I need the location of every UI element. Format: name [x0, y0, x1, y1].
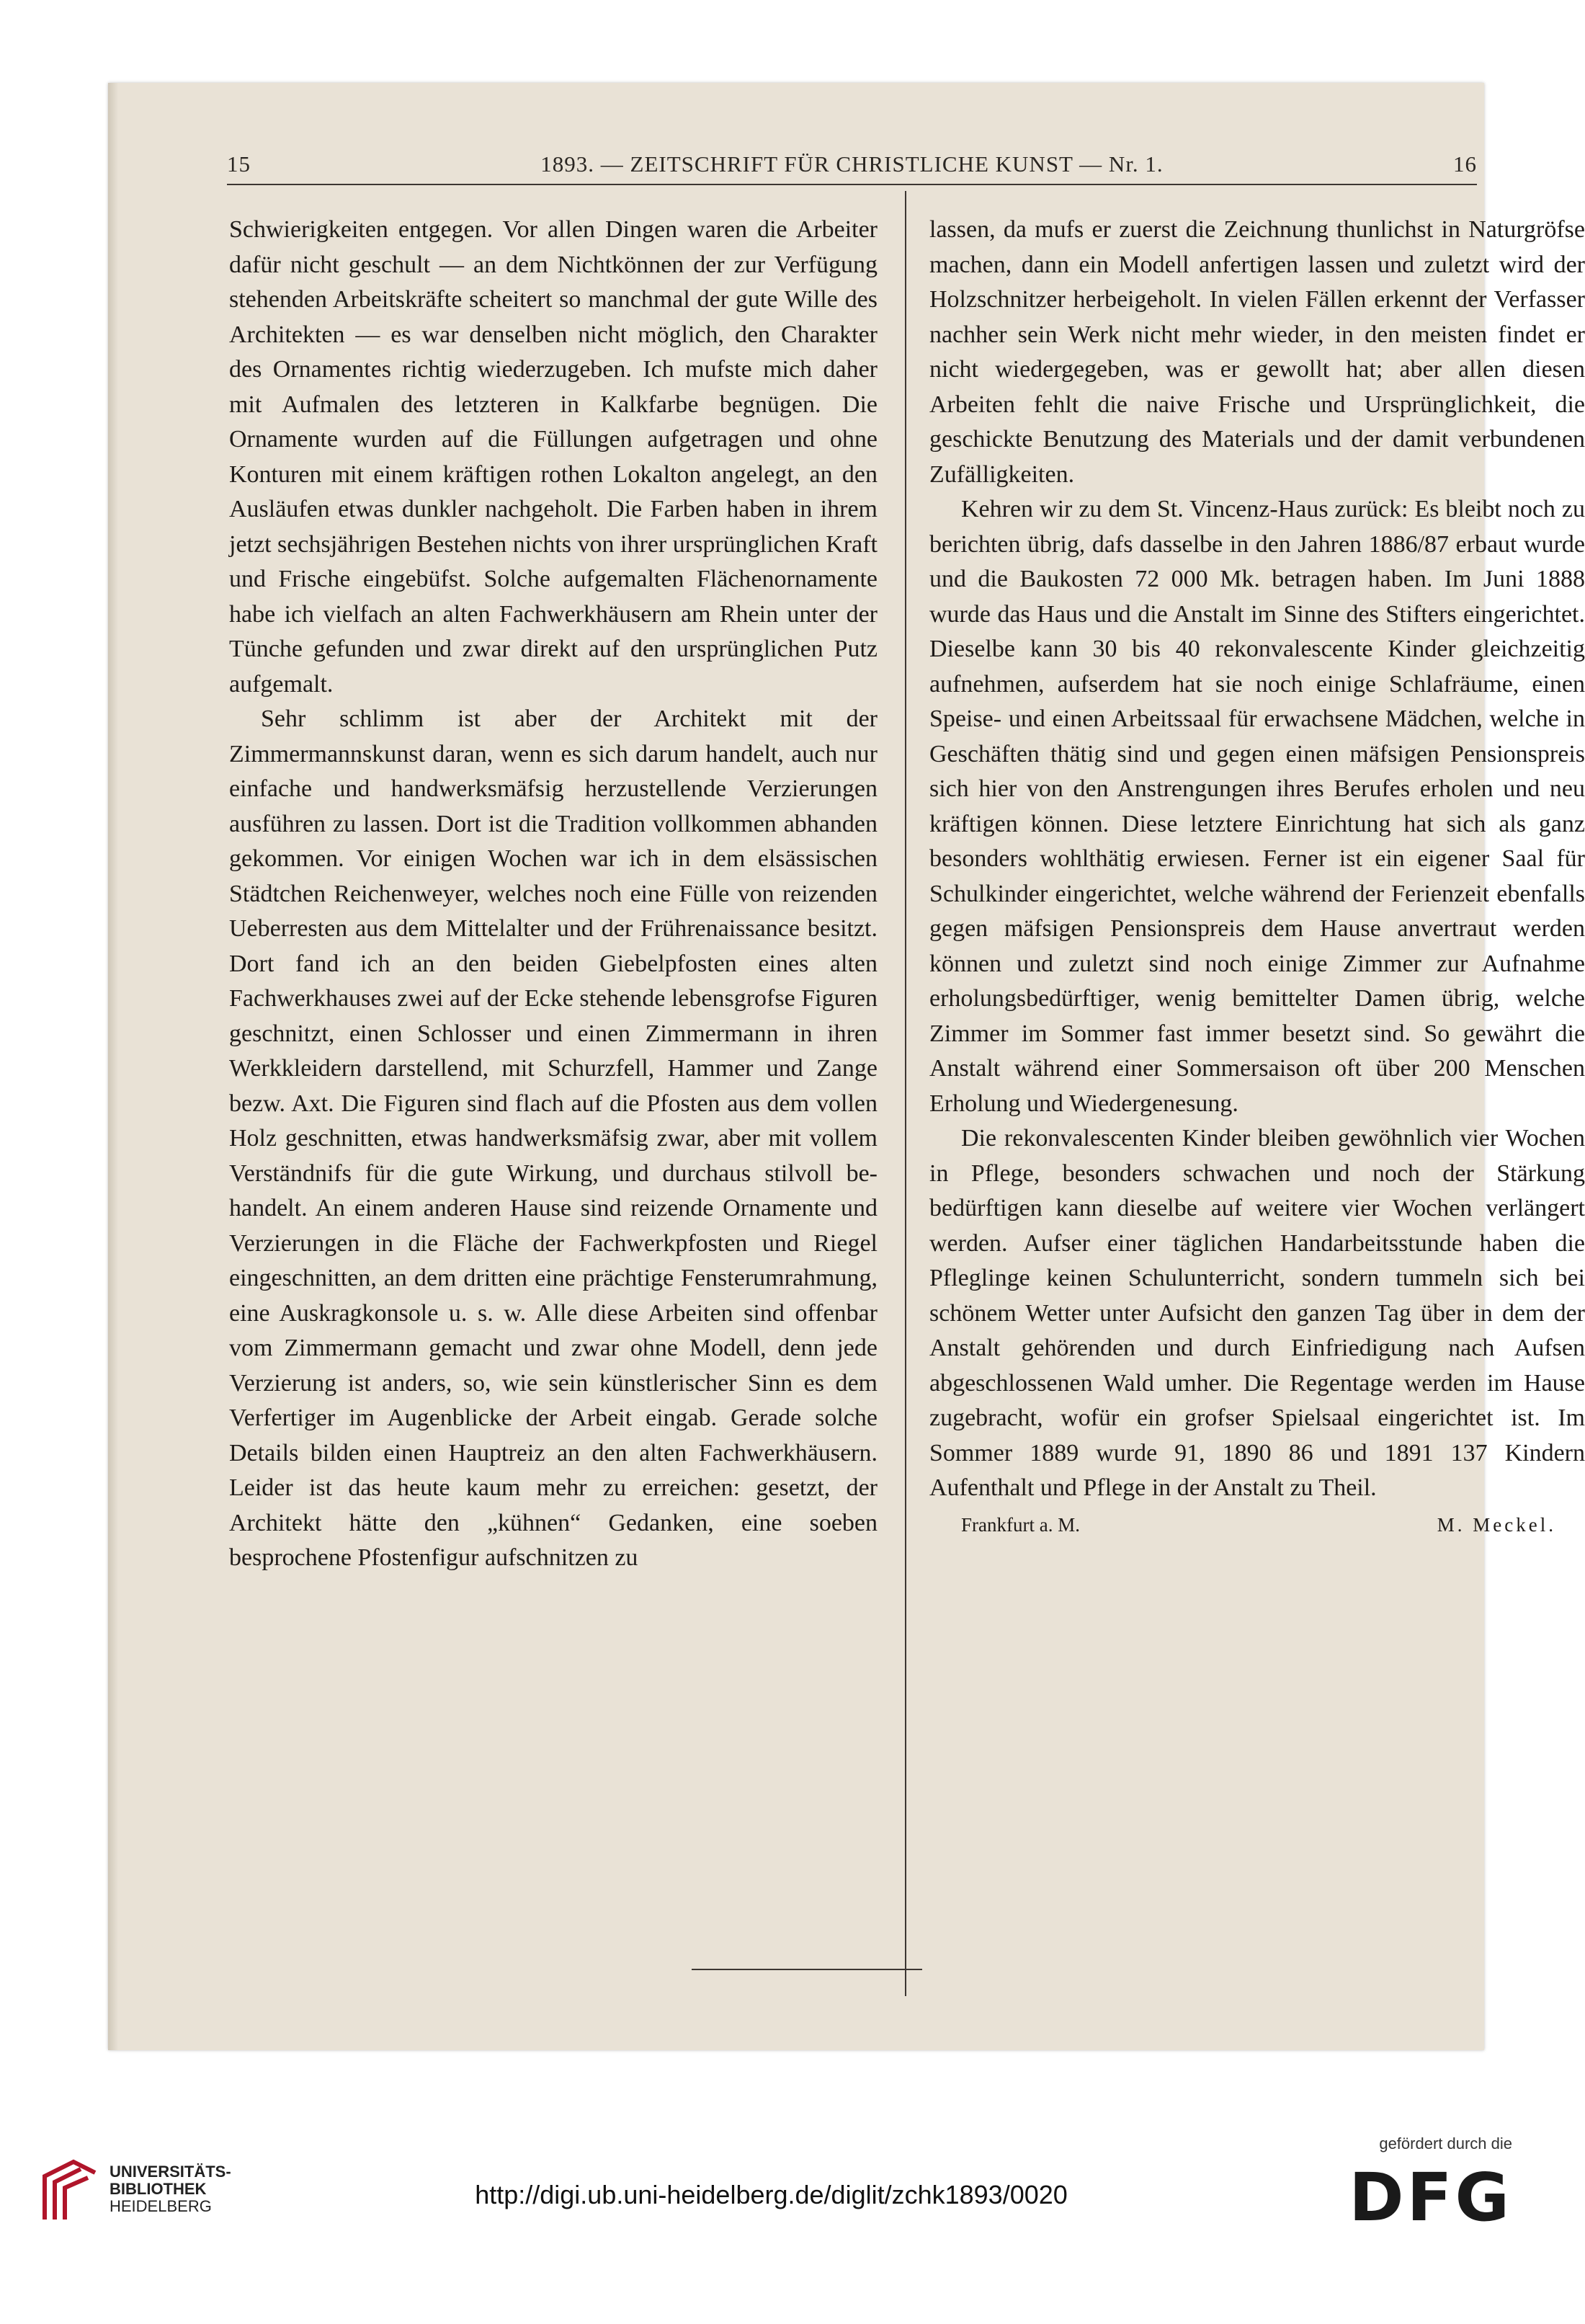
paragraph: Die rekonvalescenten Kinder bleiben gewöhnlich vier Wochen in Pflege, besonders schwachen und noch der Stärkung bedürftigen kann dieselbe auf weitere vier Wochen verlängert werden. Aufser einer täglichen Handarbeitsstunde haben die Pfleglinge keinen Schulunterricht, sondern tummeln sich bei schönem Wetter unter Aufsicht den ganzen Tag über in dem der Anstalt gehörenden und durch Einfriedigung nach Aufsen abgeschlossenen Wald umher. Die Regentage werden im Hause zugebracht, wofür ein grofser Spielsaal eingerichtet ist. Im Sommer 1889 wurde 91, 1890 86 und 1891 137 Kindern Aufenthalt und Pflege in der Anstalt zu Theil. [929, 1125, 1585, 1501]
viewer-footer [0, 2133, 1542, 2324]
page-number-left: 15 [227, 151, 251, 177]
page-edge-shadow [108, 83, 118, 2050]
paragraph: Schwierigkeiten entgegen. Vor allen Dingen waren die Arbeiter dafür nicht geschult — an dem Nichtkönnen der zur Verfügung stehenden Arbeitskräfte scheitert so manchmal der gute Wille des Architekten — es war denselben nicht möglich, den Charakter des Ornamentes richtig wiederzugeben. Ich mufste mich daher mit Aufmalen des letzteren in Kalkfarbe begnügen. Die Ornamente wurden auf die Füllungen aufgetragen und ohne Konturen mit einem kräftigen rothen Lokalton angelegt, an den Ausläufen etwas dunkler nachgeholt. Die Farben haben in ihrem jetzt sechsjährigen Bestehen nichts von ihrer ursprünglichen Kraft und Frische eingebüfst. Solche aufgemalten Flächenornamente habe ich vielfach an alten Fachwerkhäusern am Rhein unter der Tünche gefunden und zwar direkt auf den ursprünglichen Putz aufgemalt. [229, 216, 878, 698]
signature-place: Frankfurt a. M. [961, 1513, 1080, 1536]
left-column [229, 213, 878, 1576]
library-name-line: BIBLIOTHEK [110, 2180, 207, 2198]
right-column [929, 213, 1585, 1542]
signature-line [929, 1508, 1585, 1543]
signature-author: M. Meckel. [1437, 1513, 1556, 1536]
column-divider [905, 191, 906, 1996]
running-header [227, 151, 1477, 202]
library-name-line: HEIDELBERG [110, 2197, 212, 2215]
sponsor-label: gefördert durch die [1379, 2134, 1512, 2152]
header-rule [227, 184, 1477, 185]
paragraph: Kehren wir zu dem St. Vincenz-Haus zurück: Es bleibt noch zu berichten übrig, dafs dasselbe in den Jahren 1886/87 erbaut wurde und die Baukosten 72 000 Mk. betragen haben. Im Juni 1888 wurde das Haus und die Anstalt im Sinne des Stifters eingerichtet. Dieselbe kann 30 bis 40 rekonvalescente Kinder gleichzeitig aufnehmen, aufserdem hat sie noch einige Schlafräume, einen Speise- und einen Arbeitssaal für erwachsene Mädchen, welche in Geschäften thätig sind und gegen einen mäfsigen Pensionspreis sich hier von den Anstrengungen ihres Berufes erholen und neu kräftigen können. Diese letztere Einrichtung hat sich als ganz besonders wohlthätig erwiesen. Ferner ist ein eigener Saal für Schulkinder eingerichtet, welche während der Ferienzeit ebenfalls gegen mäfsigen Pensionspreis dem Hause anvertraut werden können und zuletzt sind noch einige Zimmer zur Aufnahme erholungsbedürftiger, wenig bemittelter Damen übrig, welche Zimmer im Sommer fast immer besetzt sind. So gewährt die Anstalt während einer Sommersaison oft über 200 Menschen Erholung und Wiedergenesung. [929, 496, 1585, 1117]
scanned-page [108, 83, 1585, 2050]
journal-title: 1893. — ZEITSCHRIFT FÜR CHRISTLICHE KUNST — Nr. 1. [540, 151, 1164, 177]
paragraph: lassen, da mufs er zuerst die Zeichnung thunlichst in Naturgröfse machen, dann ein Modell anfertigen lassen und zuletzt wird der Holzschnitzer herbeigeholt. In vielen Fällen erkennt der Verfasser nachher sein Werk nicht mehr wieder, in den meisten findet er nicht wiedergegeben, was er gewollt hat; aber allen diesen Arbeiten fehlt die naive Frische und Ursprünglichkeit, die geschickte Benutzung des Materials und der damit verbundenen Zufälligkeiten. [929, 216, 1585, 488]
dfg-logo: DFG [1349, 2159, 1512, 2236]
paragraph: Sehr schlimm ist aber der Architekt mit der Zimmermannskunst daran, wenn es sich darum handelt, auch nur einfache und handwerksmäfsig herzustellende Verzierungen ausführen zu lassen. Dort ist die Tradition vollkommen abhanden gekommen. Vor einigen Wochen war ich in dem elsässischen Städtchen Reichenweyer, welches noch eine Fülle von reizenden Ueberresten aus dem Mittelalter und der Frührenaissance besitzt. Dort fand ich an den beiden Giebelpfosten eines alten Fachwerkhauses zwei auf der Ecke stehende lebensgrofse Figuren geschnitzt, einen Schlosser und einen Zimmermann in ihren Werkkleidern darstellend, mit Schurzfell, Hammer und Zange bezw. Axt. Die Figuren sind flach auf die Pfosten aus dem vollen Holz geschnitten, etwas handwerksmäfsig zwar, aber mit vollem Verständnifs für die gute Wirkung, und durchaus stilvoll behandelt. An einem anderen Hause sind reizende Ornamente und Verzierungen in die Fläche der Fachwerkpfosten und Riegel eingeschnitten, an dem dritten eine prächtige Fensterumrahmung, eine Auskragkonsole u. s. w. Alle diese Arbeiten sind offenbar vom Zimmermann gemacht und zwar ohne Modell, denn jede Verzierung ist anders, so, wie sein künstlerischer Sinn es dem Verfertiger im Augenblicke der Arbeit eingab. Gerade solche Details bilden einen Hauptreiz an den alten Fachwerkhäusern. Leider ist das heute kaum mehr zu erreichen: gesetzt, der Architekt hätte den „kühnen“ Gedanken, eine soeben besprochene Pfostenfigur aufschnitzen zu [229, 705, 878, 1571]
library-name-line: UNIVERSITÄTS- [110, 2163, 231, 2181]
page-number-right: 16 [1453, 151, 1477, 177]
end-rule [692, 1969, 922, 1970]
permalink-url[interactable]: http://digi.ub.uni-heidelberg.de/diglit/zchk1893/0020 [475, 2180, 1068, 2209]
